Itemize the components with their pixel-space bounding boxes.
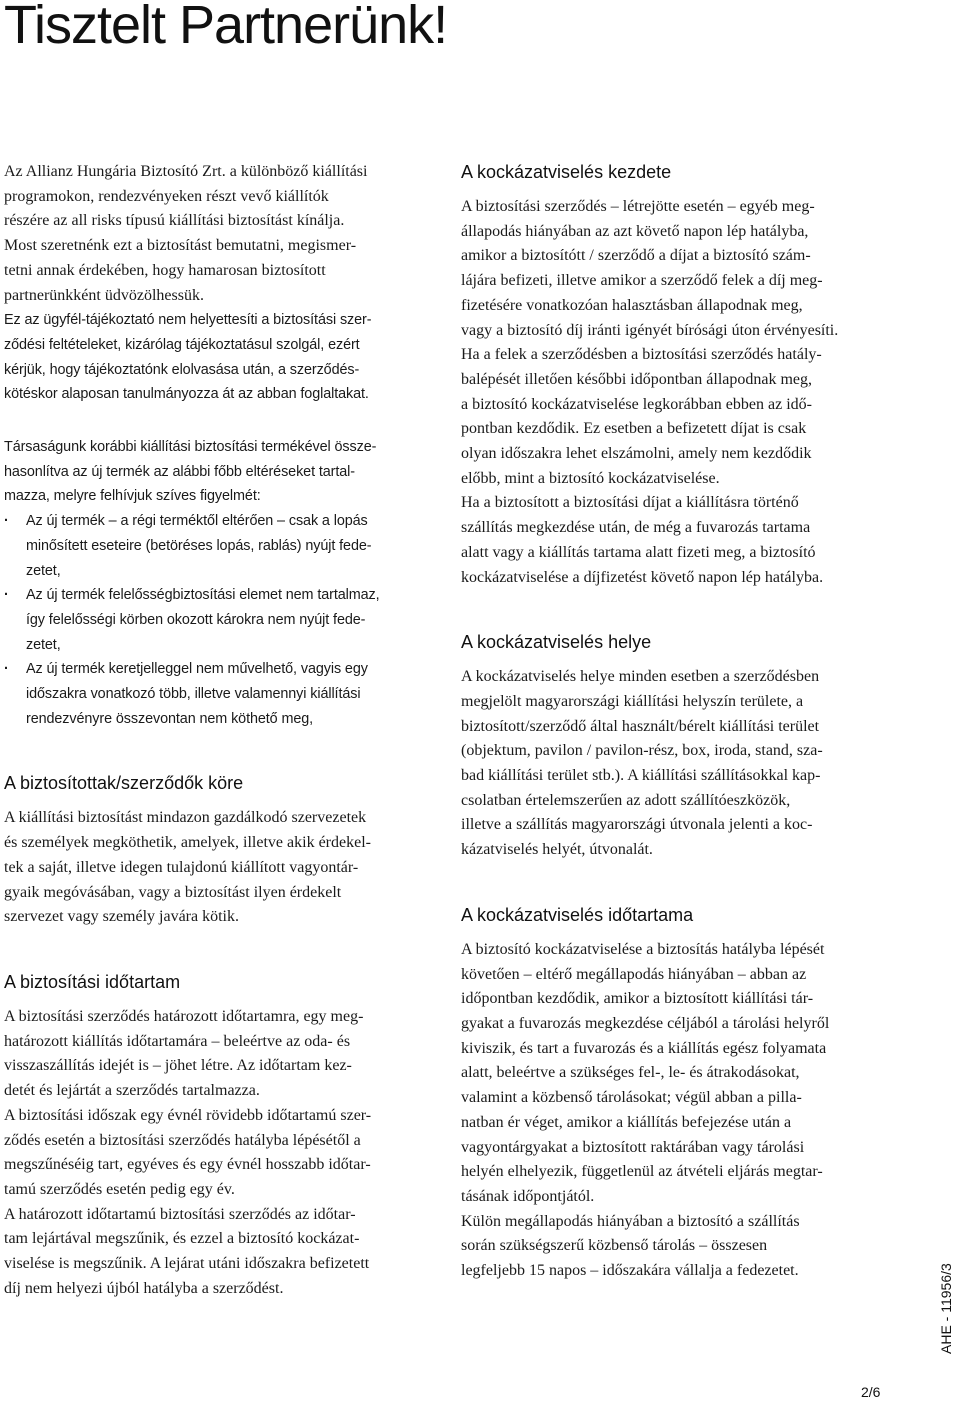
text-line: A kiállítási biztosítást mindazon gazdálkodó szervezetek [4,809,367,827]
text-line: Az új termék keretjelleggel nem művelhető, vagyis egy [26,661,368,678]
text-line: kázatviselés helyét, útvonalát. [461,841,653,859]
text-line: mazza, melyre felhívjuk szíves figyelmét: [4,488,261,505]
section-heading-period: A kockázatviselés időtartama [461,904,694,925]
text-line: zetet, [26,636,61,653]
text-line: bad kiállítási terület stb.). A kiállítási szállításokkal kap- [461,767,821,785]
text-line: megjelölt magyarországi kiállítási helyszín területe, a [461,692,804,710]
text-line: így felelősségi körben okozott károkra nem nyújt fede- [26,611,366,628]
text-line: Az új termék felelősségbiztosítási elemet nem tartalmaz, [26,587,380,604]
text-line: szervezet vagy személy javára kötik. [4,908,239,926]
text-line: A biztosítási szerződés határozott időtartamra, egy meg- [4,1007,364,1025]
list-item [4,583,424,657]
text-line: részére az all risks típusú kiállítási biztosítást kínálja. [4,212,345,230]
text-line: ződési feltételeket, kizárólag tájékoztatásul szolgál, ezért [4,336,360,353]
text-line: zetet, [26,562,61,579]
text-line: vagyontárgyakat a biztosított raktárában vagy tárolási [461,1138,805,1156]
text-line: Az Allianz Hungária Biztosító Zrt. a különböző kiállítási [4,163,368,180]
text-line: gyaik megóvásában, vagy a biztosítást ilyen érdekelt [4,883,342,901]
text-line: Ez az ügyfél-tájékoztató nem helyettesíti a biztosítási szer- [4,312,372,329]
text-line: partnerünkként üdvözölhessük. [4,286,204,304]
text-line: tam lejártával megszűnik, és ezzel a biztosító kockázat- [4,1230,360,1248]
text-line: hasonlítva az új termék az alábbi főbb eltéréseket tartal- [4,463,355,480]
document-code: AHE - 11956/3 [938,1263,954,1354]
text-line: lájára befizeti, illetve amikor a szerződő felek a díj meg- [461,272,823,290]
text-line: detét és lejártát a szerződés tartalmazza. [4,1082,260,1100]
text-line: legfeljebb 15 napos – időszakára vállalja a fedezetet. [461,1262,799,1280]
text-line: időszakra vonatkozó több, illetve valamennyi kiállítási [26,686,361,703]
list-item [4,657,424,731]
section-heading-insured: A biztosítottak/szerződők köre [4,773,244,794]
text-line: kockázatviselése a díjfizetést követő napon lép hatályba. [461,568,824,586]
list-item [4,509,424,583]
text-line: kötéskor alaposan tanulmányozza át az abban foglaltakat. [4,386,369,403]
text-line: illetve a szállítás magyarországi útvonala jelenti a koc- [461,816,813,834]
text-line: pontban kezdődik. Ez esetben a befizetett díjat is csak [461,420,807,438]
text-line: A biztosító kockázatviselése a biztosítás hatályba lépését [461,940,825,958]
text-line: A határozott időtartamú biztosítási szerződés az időtar- [4,1205,356,1223]
text-line: szállítás megkezdése után, de még a fuvarozás tartama [461,519,811,537]
text-line: Társaságunk korábbi kiállítási biztosítási termékével össze- [4,439,377,456]
text-line: kiviszik, és tart a fuvarozás és a kiállítás egész folyamata [461,1039,827,1057]
text-line: helyén elhelyezik, függetlenül az átvételi eljárás megtar- [461,1163,823,1181]
text-line: A biztosítási szerződés – létrejötte esetén – egyéb meg- [461,198,815,215]
text-line: Ha a felek a szerződésben a biztosítási szerződés hatály- [461,346,822,364]
text-line: valamint a közbenső tárolásokat; végül abban a pilla- [461,1089,802,1107]
text-line: Most szeretnénk ezt a biztosítást bemutatni, megismer- [4,237,357,255]
start-paragraph [461,195,881,590]
text-line: időpontban kezdődik, amikor a biztosított kiállítási tár- [461,990,814,1008]
text-line: során szükségszerű közbenső tárolás – összesen [461,1237,768,1255]
text-line: gyakat a fuvarozás megkezdése céljából a tárolási helyről [461,1014,830,1032]
text-line: Az új termék – a régi terméktől eltérően – csak a lopás [26,513,368,530]
text-line: alatt, beleértve a szükséges fel-, le- és átrakodásokat, [461,1064,800,1082]
notice-paragraph [4,308,424,407]
text-line: alatt vagy a kiállítás tartama alatt fizeti meg, a biztosító [461,543,816,561]
text-line: rendezvényre összevontan nem köthető meg, [26,710,314,727]
text-line: és személyek megköthetik, amelyek, illetve akik érdekel- [4,834,371,852]
text-line: előbb, mint a biztosító kockázatviselése. [461,469,720,487]
left-column [4,160,424,1301]
intro-paragraph [4,160,424,308]
section-heading-place: A kockázatviselés helye [461,632,652,653]
text-line: visszaszállítás idejét is – jöhet létre. Az időtartam kez- [4,1057,352,1075]
page-title: Tisztelt Partnerünk! [4,0,448,55]
text-line: A biztosítási időszak egy évnél rövidebb időtartamú szer- [4,1106,372,1124]
text-line: határozott kiállítás időtartamára – beleértve az oda- és [4,1032,351,1050]
text-line: fizetésére vonatkozóan halasztásban állapodnak meg, [461,296,803,314]
duration-paragraph [4,1005,424,1301]
page-number: 2/6 [861,1384,881,1400]
text-line: minősített eseteire (betöréses lopás, rablás) nyújt fede- [26,537,372,554]
text-line: Ha a biztosított a biztosítási díjat a kiállításra történő [461,494,799,512]
text-line: tásának időpontjától. [461,1187,595,1205]
comparison-paragraph [4,435,424,509]
text-line: vagy a biztosító díj iránti igényét bírósági úton érvényesíti. [461,321,839,339]
text-line: megszűnéséig tart, egyéves és egy évnél hosszabb időtar- [4,1156,371,1174]
text-line: tamú szerződés esetén pedig egy év. [4,1180,235,1198]
insured-paragraph [4,806,424,930]
section-heading-duration: A biztosítási időtartam [4,971,181,992]
section-heading-start: A kockázatviselés kezdete [461,162,672,182]
text-line: Külön megállapodás hiányában a biztosító a szállítás [461,1212,800,1230]
text-line: (objektum, pavilon / pavilon-rész, box, iroda, stand, sza- [461,742,823,760]
place-paragraph [461,665,881,863]
text-line: tek a saját, illetve idegen tulajdonú kiállított vagyontár- [4,858,359,876]
differences-list [4,509,424,731]
text-line: viselése is megszűnik. A lejárat utáni időszakra befizetett [4,1255,370,1273]
right-column [461,160,881,1284]
text-line: kérjük, hogy tájékoztatónk elolvasása után, a szerződés- [4,361,360,378]
text-line: a biztosító kockázatviselése legkorábban ebben az idő- [461,395,812,413]
text-line: natban ér véget, amikor a kiállítás befejezése után a [461,1113,792,1131]
text-line: díj nem helyezi újból hatályba a szerződést. [4,1279,284,1297]
text-line: programokon, rendezvényeken részt vevő kiállítók [4,187,329,205]
period-paragraph [461,938,881,1284]
text-line: amikor a biztosítótt / szerződő a díjat a biztosító szám- [461,247,811,265]
text-line: követően – eltérő megállapodás hiányában – abban az [461,965,807,983]
text-line: A kockázatviselés helye minden esetben a szerződésben [461,668,820,686]
text-line: olyan időszakra lehet elszámolni, amely nem kezdődik [461,445,812,463]
text-line: csolatban értelemszerűen az adott szállítóeszközök, [461,791,791,809]
text-line: balépését illetően későbbi időpontban állapodnak meg, [461,370,813,388]
text-line: tetni annak érdekében, hogy hamarosan biztosított [4,261,326,279]
text-line: állapodás hiányában az azt követő napon lép hatályba, [461,222,809,240]
text-line: biztosított/szerződő által használt/bérelt kiállítási terület [461,717,820,735]
text-line: ződés esetén a biztosítási szerződés hatályba lépésétől a [4,1131,361,1149]
